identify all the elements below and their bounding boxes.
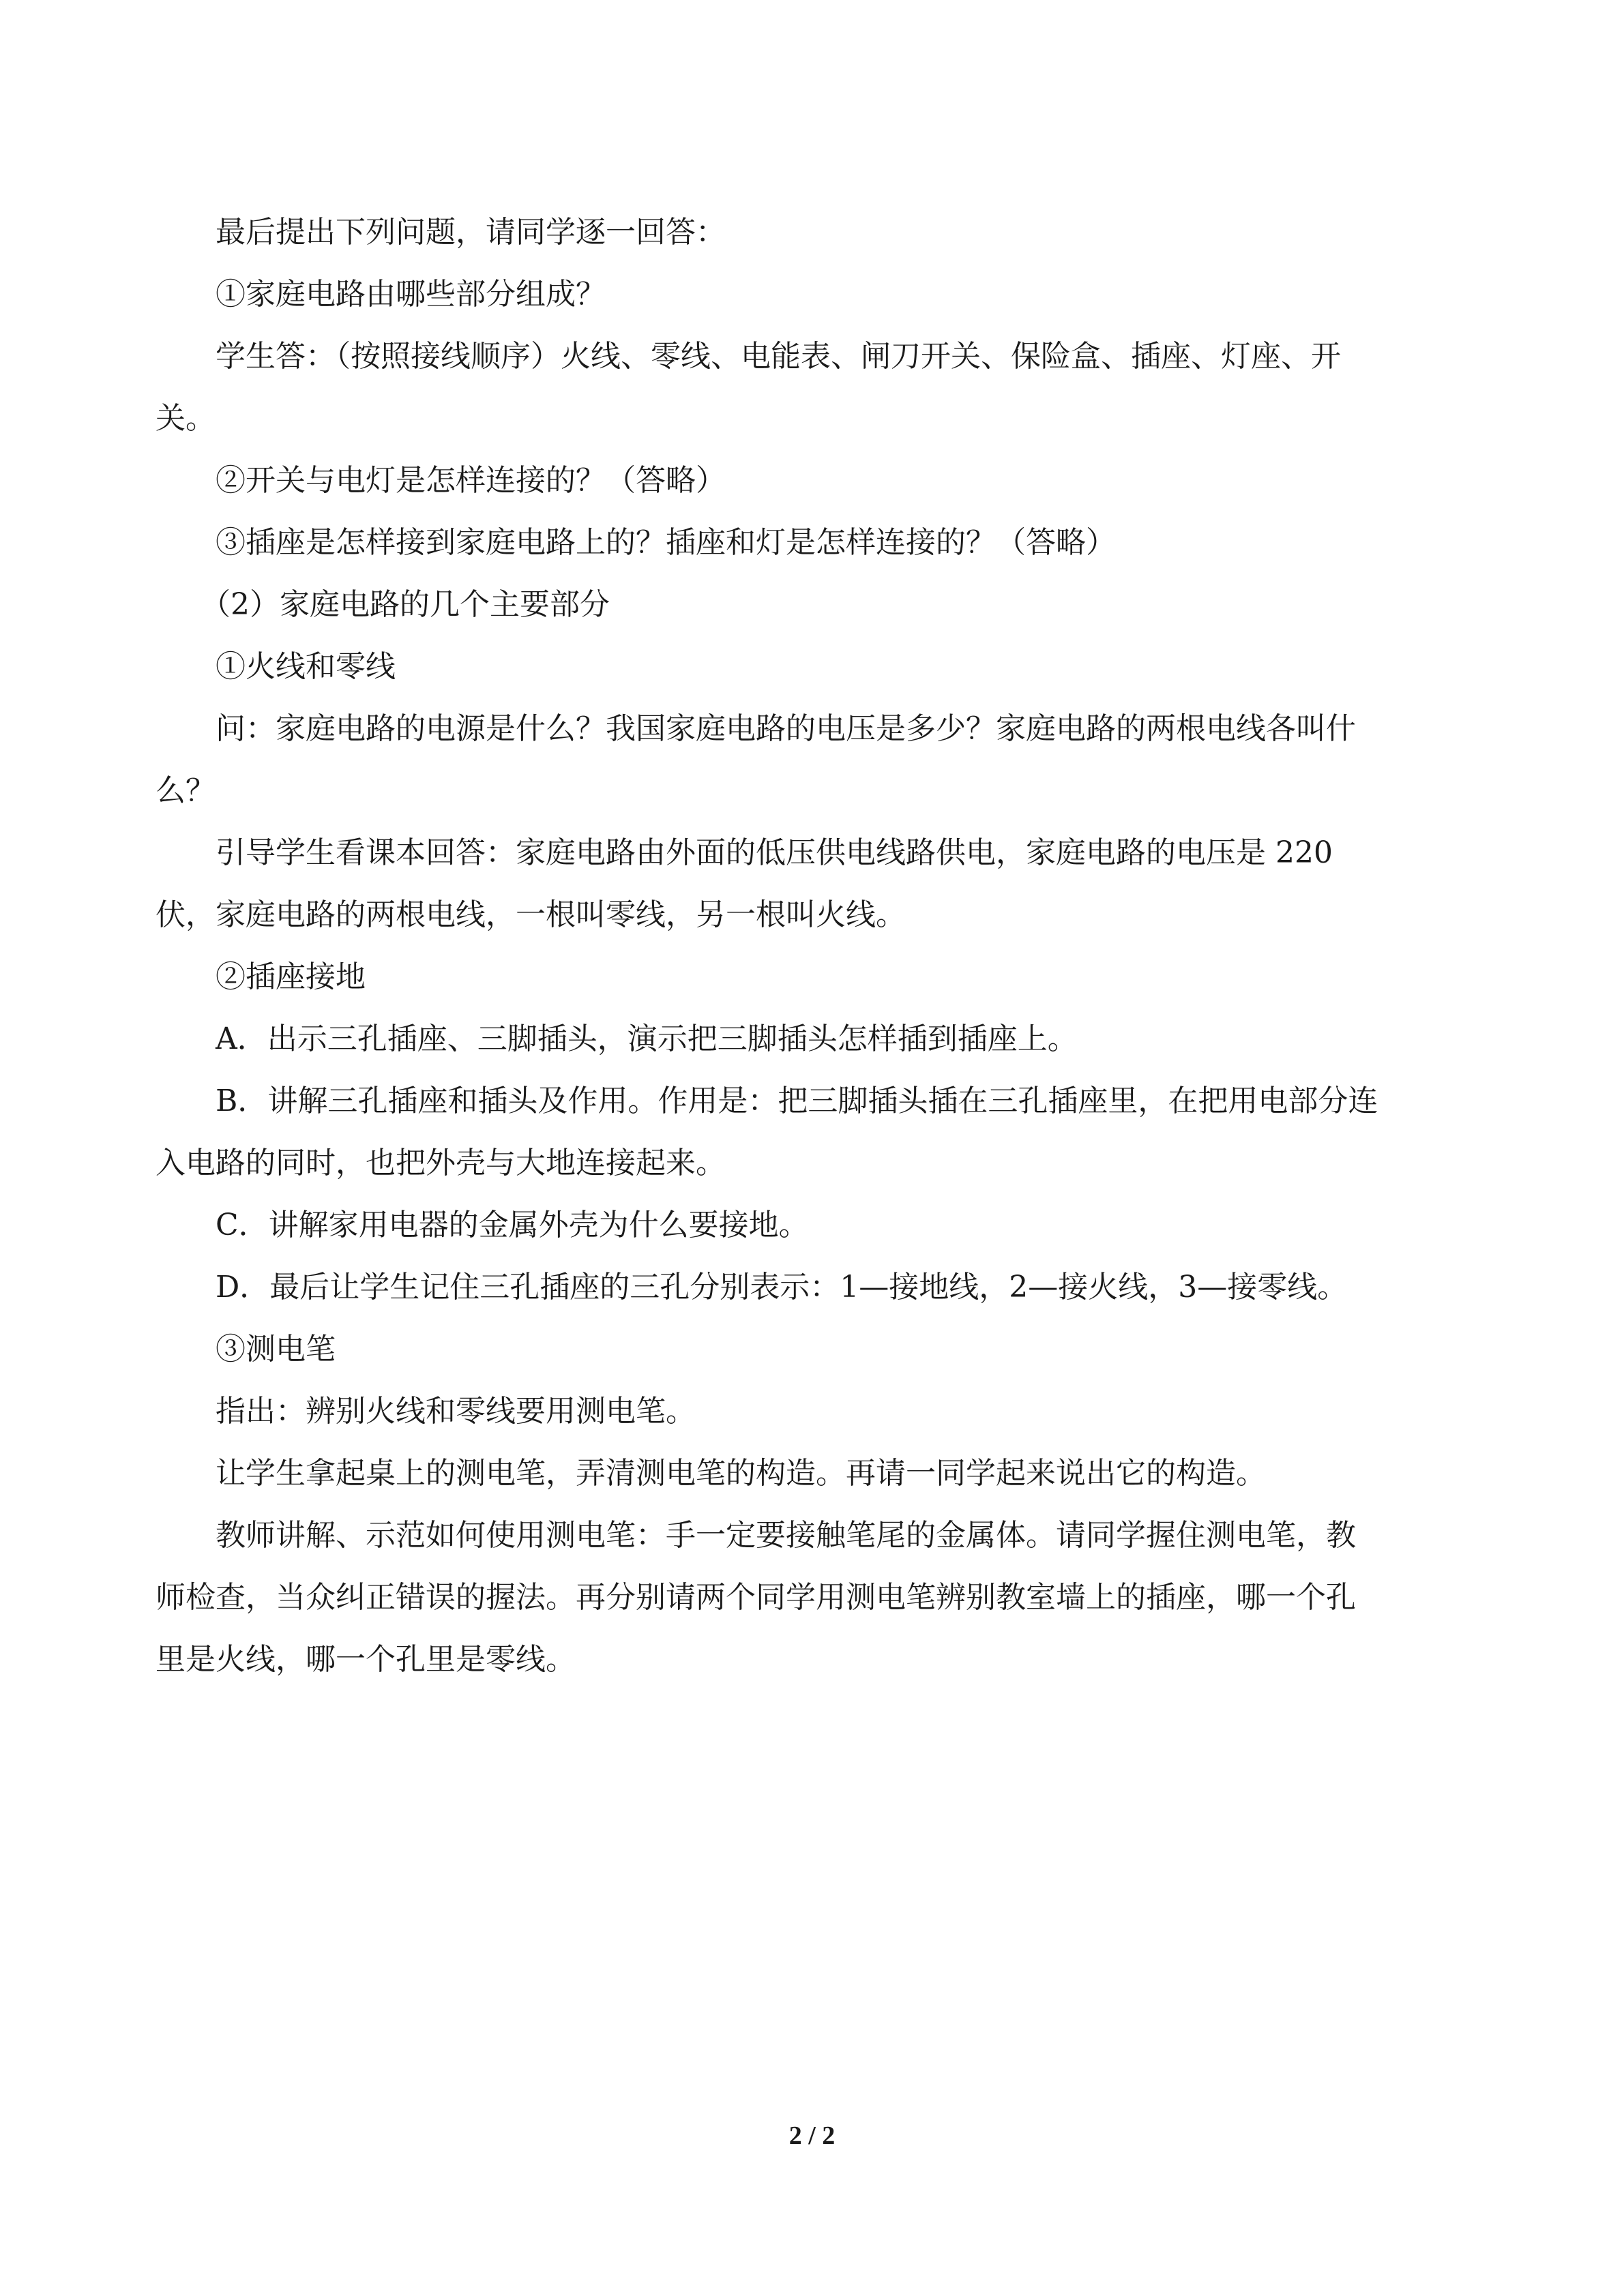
body-line: ②开关与电灯是怎样连接的？（答略） [216, 463, 726, 498]
body-line: ②插座接地 [216, 959, 366, 994]
body-line: 伏，家庭电路的两根电线，一根叫零线，另一根叫火线。 [156, 897, 906, 932]
body-line: 里是火线，哪一个孔里是零线。 [156, 1642, 576, 1677]
body-line: 指出：辨别火线和零线要用测电笔。 [216, 1394, 696, 1429]
body-line: 教师讲解、示范如何使用测电笔：手一定要接触笔尾的金属体。请同学握住测电笔，教 [216, 1518, 1356, 1553]
body-line: 关。 [156, 401, 216, 436]
body-line: C．讲解家用电器的金属外壳为什么要接地。 [216, 1208, 809, 1242]
body-line: 引导学生看课本回答：家庭电路由外面的低压供电线路供电，家庭电路的电压是 220 [216, 835, 1333, 870]
body-line: ①家庭电路由哪些部分组成？ [216, 277, 606, 312]
body-line: ③测电笔 [216, 1332, 336, 1367]
body-line: D．最后让学生记住三孔插座的三孔分别表示：1—接地线，2—接火线，3—接零线。 [216, 1270, 1348, 1304]
document-body [156, 201, 1465, 1690]
body-line: 最后提出下列问题，请同学逐一回答： [216, 215, 726, 250]
body-line: ①火线和零线 [216, 649, 396, 684]
section-heading: （2）家庭电路的几个主要部分 [201, 587, 610, 622]
body-line: A．出示三孔插座、三脚插头，演示把三脚插头怎样插到插座上。 [216, 1022, 1078, 1056]
page-number: 2 / 2 [788, 2121, 836, 2150]
body-line: 入电路的同时，也把外壳与大地连接起来。 [156, 1146, 726, 1180]
body-line: 师检查，当众纠正错误的握法。再分别请两个同学用测电笔辨别教室墙上的插座，哪一个孔 [156, 1580, 1356, 1615]
body-line: 让学生拿起桌上的测电笔，弄清测电笔的构造。再请一同学起来说出它的构造。 [216, 1456, 1266, 1491]
body-line: 么？ [156, 773, 216, 808]
body-line: ③插座是怎样接到家庭电路上的？插座和灯是怎样连接的？（答略） [216, 525, 1116, 560]
body-line: 问：家庭电路的电源是什么？我国家庭电路的电压是多少？家庭电路的两根电线各叫什 [216, 711, 1356, 746]
body-line: 学生答：（按照接线顺序）火线、零线、电能表、闸刀开关、保险盒、插座、灯座、开 [216, 339, 1341, 374]
body-line: B．讲解三孔插座和插头及作用。作用是：把三脚插头插在三孔插座里，在把用电部分连 [216, 1084, 1378, 1118]
